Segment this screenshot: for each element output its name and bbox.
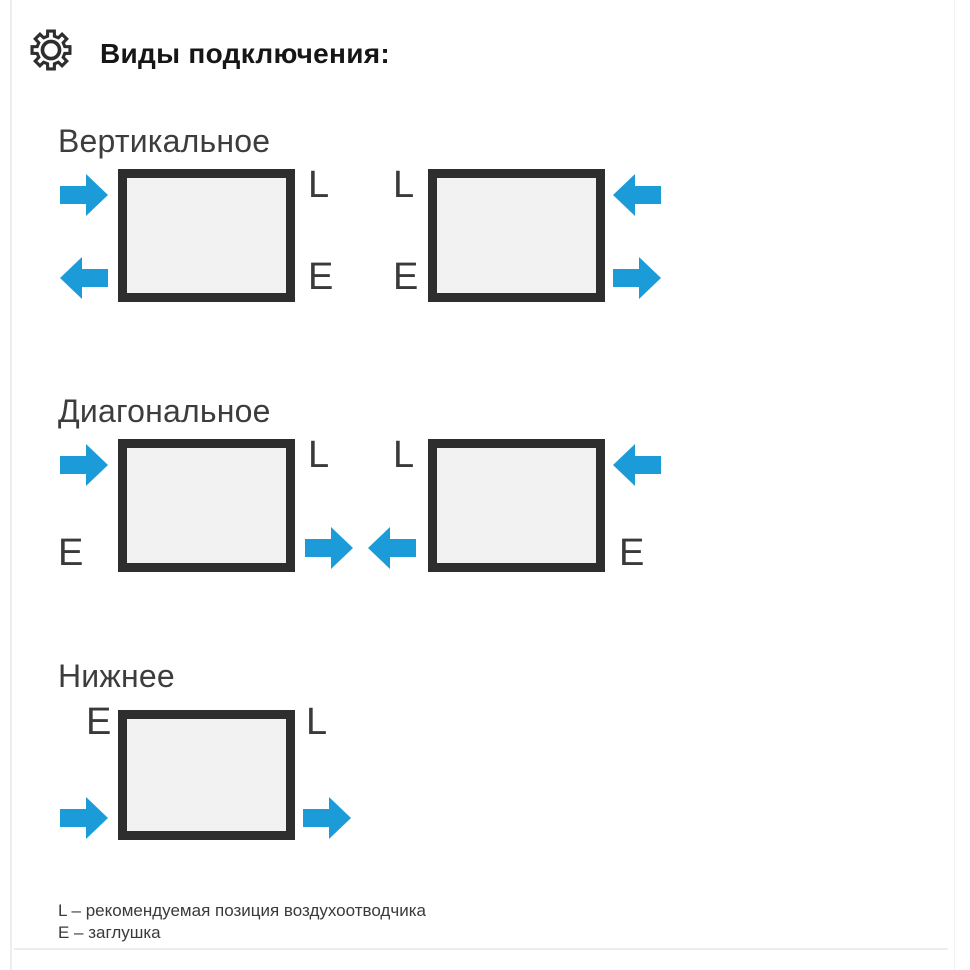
legend-line-air-vent: L – рекомендуемая позиция воздухоотводчика — [58, 901, 426, 920]
section-title-bottom: Нижнее — [58, 658, 175, 694]
port-label-plug: E — [86, 701, 112, 743]
flow-out-arrow-icon — [60, 257, 108, 299]
flow-out-arrow-icon — [305, 527, 353, 569]
flow-in-arrow-icon — [60, 174, 108, 216]
radiator-vertical-right — [428, 169, 605, 302]
flow-in-arrow-icon — [613, 174, 661, 216]
radiator-diagonal-right — [428, 439, 605, 572]
legend — [58, 900, 426, 944]
port-label-air-vent: L — [393, 164, 415, 206]
radiator-vertical-left — [118, 169, 295, 302]
bottom-divider — [14, 948, 948, 950]
flow-in-arrow-icon — [613, 444, 661, 486]
radiator-bottom — [118, 710, 295, 840]
port-label-air-vent: L — [308, 434, 330, 476]
flow-out-arrow-icon — [613, 257, 661, 299]
flow-in-arrow-icon — [60, 444, 108, 486]
port-label-air-vent: L — [308, 164, 330, 206]
legend-line-plug: E – заглушка — [58, 923, 161, 942]
gear-icon — [29, 28, 73, 73]
flow-in-arrow-icon — [60, 797, 108, 839]
port-label-air-vent: L — [306, 701, 328, 743]
flow-out-arrow-icon — [368, 527, 416, 569]
port-label-plug: E — [393, 256, 419, 298]
port-label-air-vent: L — [393, 434, 415, 476]
radiator-diagonal-left — [118, 439, 295, 572]
port-label-plug: E — [58, 532, 84, 574]
port-label-plug: E — [308, 256, 334, 298]
left-edge-divider — [10, 0, 12, 970]
page-title: Виды подключения: — [100, 38, 391, 69]
flow-out-arrow-icon — [303, 797, 351, 839]
section-title-diagonal: Диагональное — [58, 393, 271, 429]
right-edge-divider — [954, 0, 955, 970]
section-title-vertical: Вертикальное — [58, 123, 271, 159]
port-label-plug: E — [619, 532, 645, 574]
